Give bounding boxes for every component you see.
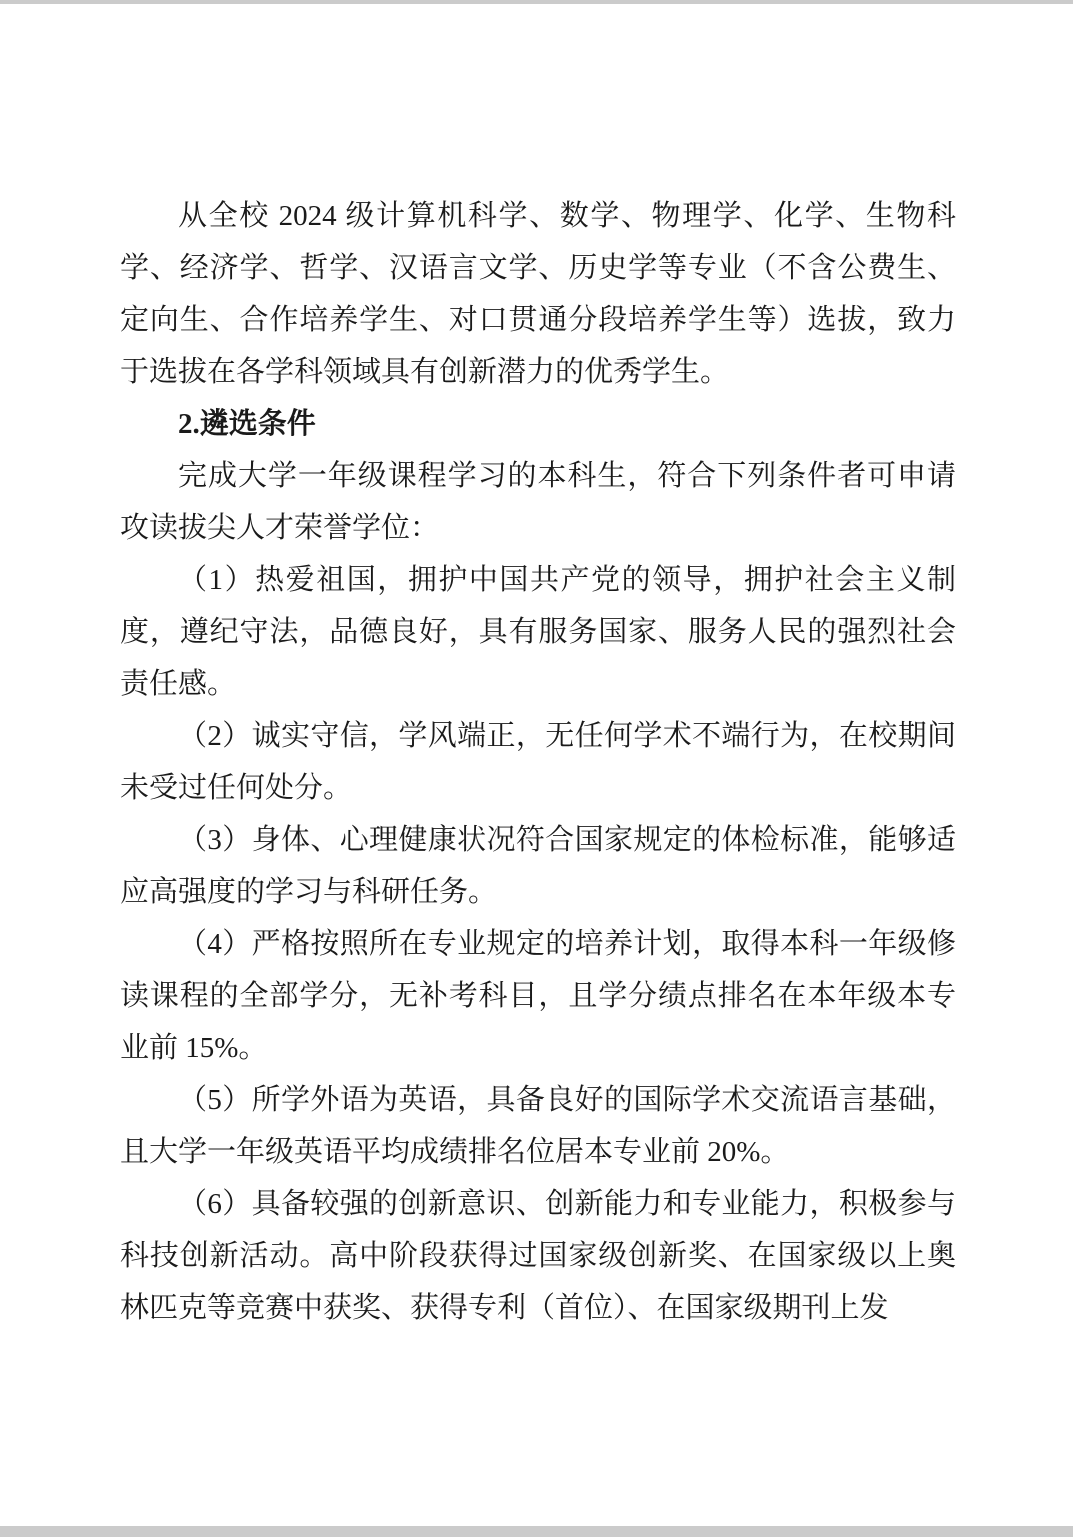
paragraph-condition-3: （3）身体、心理健康状况符合国家规定的体检标准，能够适应高强度的学习与科研任务。: [120, 824, 956, 908]
page-bottom-edge: [0, 1526, 1073, 1537]
paragraph-criteria-intro: 完成大学一年级课程学习的本科生，符合下列条件者可申请攻读拔尖人才荣誉学位：: [120, 460, 956, 544]
paragraph-condition-2: （2）诚实守信，学风端正，无任何学术不端行为，在校期间未受过任何处分。: [120, 720, 956, 804]
page-top-edge: [0, 0, 1073, 4]
paragraph-condition-1: （1）热爱祖国，拥护中国共产党的领导，拥护社会主义制度，遵纪守法，品德良好，具有服务国家、服务人民的强烈社会责任感。: [120, 564, 956, 700]
paragraph-condition-4: （4）严格按照所在专业规定的培养计划，取得本科一年级修读课程的全部学分，无补考科目，且学分绩点排名在本年级本专业前 15%。: [120, 928, 956, 1064]
document-body: [120, 190, 956, 1334]
paragraph-condition-5: （5）所学外语为英语，具备良好的国际学术交流语言基础，且大学一年级英语平均成绩排名位居本专业前 20%。: [120, 1084, 956, 1168]
paragraph-condition-6: （6）具备较强的创新意识、创新能力和专业能力，积极参与科技创新活动。高中阶段获得过国家级创新奖、在国家级以上奥林匹克等竞赛中获奖、获得专利（首位）、在国家级期刊上发: [120, 1188, 956, 1324]
paragraph-selection-scope: 从全校 2024 级计算机科学、数学、物理学、化学、生物科学、经济学、哲学、汉语言文学、历史学等专业（不含公费生、定向生、合作培养学生、对口贯通分段培养学生等）选拔，致力于选拔在各学科领域具有创新潜力的优秀学生。: [120, 200, 956, 388]
section-heading-selection-criteria: 2.遴选条件: [178, 408, 316, 440]
